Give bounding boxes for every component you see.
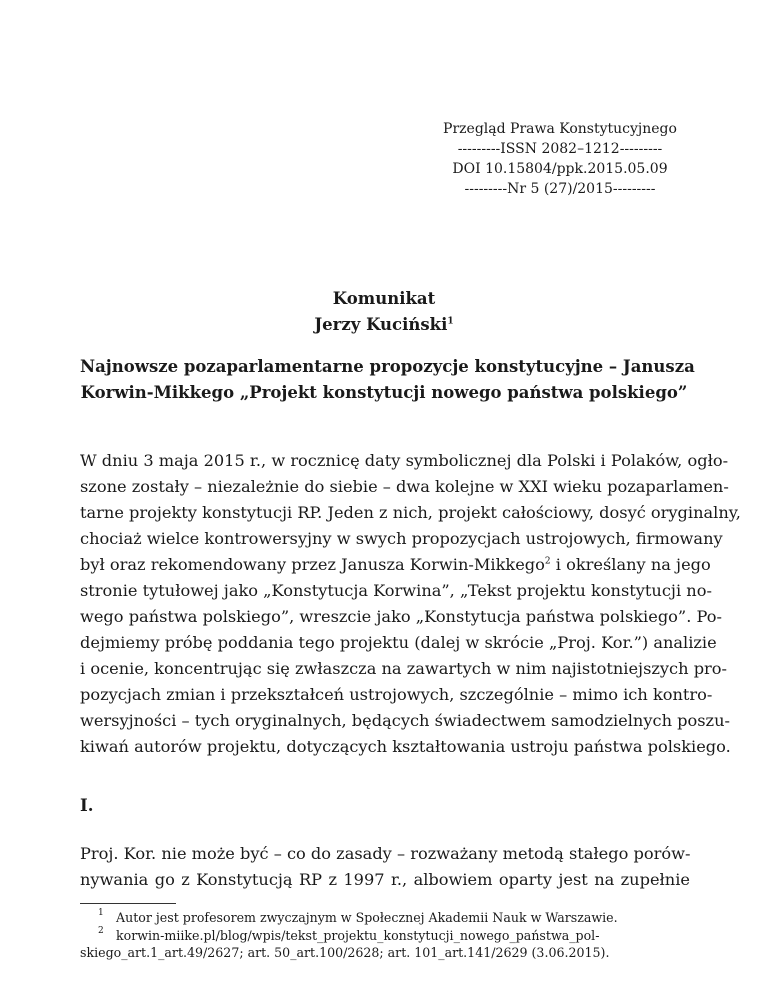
- journal-header: [400, 119, 720, 199]
- paragraph-line: wego państwa polskiego”, wreszcie jako „Konstytucja państwa polskiego”. Po-: [80, 607, 722, 626]
- doi-line: DOI 10.15804/ppk.2015.05.09: [452, 161, 668, 177]
- footnote-divider: [80, 903, 176, 904]
- paragraph-line: chociaż wielce kontrowersyjny w swych propozycjach ustrojowych, firmowany: [80, 529, 723, 548]
- title-line-2: Korwin-Mikkego „Projekt konstytucji nowego państwa polskiego”: [80, 383, 688, 402]
- author-name: Jerzy Kuciński: [314, 315, 448, 334]
- issue-line: ---------Nr 5 (27)/2015---------: [464, 181, 656, 197]
- body-paragraph-1: [80, 448, 741, 760]
- paragraph-line: [80, 552, 711, 578]
- author-footnote-ref[interactable]: 1: [447, 316, 454, 327]
- footnote-2: [80, 927, 690, 945]
- paragraph-line: i ocenie, koncentrując się zwłaszcza na zawartych w nim najistotniejszych pro-: [80, 659, 728, 678]
- paragraph-line: W dniu 3 maja 2015 r., w rocznicę daty symbolicznej dla Polski i Polaków, ogło-: [80, 451, 729, 470]
- body-paragraph-2: [80, 841, 690, 893]
- footnote-number: 1: [98, 908, 104, 918]
- footnotes: [80, 909, 690, 962]
- paragraph-line: kiwań autorów projektu, dotyczących kształtowania ustroju państwa polskiego.: [80, 737, 731, 756]
- issn-line: ---------ISSN 2082–1212---------: [457, 141, 663, 157]
- paragraph-text: i określany na jego: [550, 555, 711, 574]
- section-heading: I.: [80, 796, 94, 815]
- footnote-link[interactable]: korwin-miike.pl/blog/wpis/tekst_projektu_konstytucji_nowego_państwa_pol-: [116, 927, 600, 943]
- paragraph-line: Proj. Kor. nie może być – co do zasady – rozważany metodą stałego porów-: [80, 844, 691, 863]
- footnote-ref-2[interactable]: 2: [544, 556, 551, 567]
- article-author: [0, 312, 768, 338]
- footnote-1: [80, 909, 690, 927]
- paragraph-line: dejmiemy próbę poddania tego projektu (dalej w skrócie „Proj. Kor.”) analizie: [80, 633, 717, 652]
- footnote-number: 2: [98, 925, 104, 936]
- article-title: [80, 354, 695, 406]
- paragraph-text: był oraz rekomendowany przez Janusza Korwin-Mikkego: [80, 555, 545, 574]
- paragraph-line: nywania go z Konstytucją RP z 1997 r., albowiem oparty jest na zupełnie: [80, 870, 690, 889]
- paragraph-line: wersyjności – tych oryginalnych, będących świadectwem samodzielnych poszu-: [80, 711, 730, 730]
- paragraph-line: szone zostały – niezależnie do siebie – dwa kolejne w XXI wieku pozaparlamen-: [80, 477, 729, 496]
- paragraph-line: pozycjach zmian i przekształceń ustrojowych, szczególnie – mimo ich kontro-: [80, 685, 713, 704]
- title-line-1: Najnowsze pozaparlamentarne propozycje konstytucyjne – Janusza: [80, 357, 695, 376]
- paragraph-line: stronie tytułowej jako „Konstytucja Korwina”, „Tekst projektu konstytucji no-: [80, 581, 712, 600]
- paragraph-line: tarne projekty konstytucji RP. Jeden z nich, projekt całościowy, dosyć oryginalny,: [80, 503, 741, 522]
- footnote-2-continued: skiego_art.1_art.49/2627; art. 50_art.100/2628; art. 101_art.141/2629 (3.06.2015).: [80, 945, 610, 960]
- footnote-text: Autor jest profesorem zwyczajnym w Społecznej Akademii Nauk w Warszawie.: [116, 910, 618, 925]
- article-meta: [0, 286, 768, 338]
- journal-name: Przegląd Prawa Konstytucyjnego: [443, 121, 677, 137]
- article-category: Komunikat: [332, 289, 436, 308]
